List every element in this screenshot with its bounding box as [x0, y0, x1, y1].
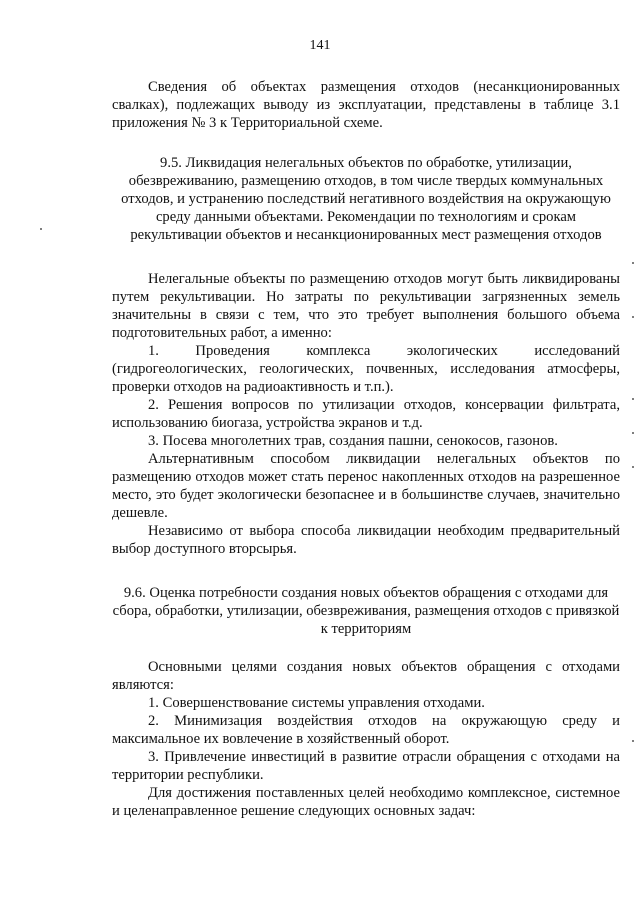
list-item-9-6-2: 2. Минимизация воздействия отходов на окружающую среду и максимальное их вовлечение в хозяйственный оборот.: [112, 713, 620, 747]
paragraph-9-5-1: Нелегальные объекты по размещению отходов могут быть ликвидированы путем рекультивации. Но затраты по рекультивации загрязненных земель значительны в связи с тем, что это требует выполнения большого объема подготовительных работ, а именно:: [112, 271, 620, 341]
paragraph-9-5-3: Независимо от выбора способа ликвидации необходим предварительный выбор доступного вторсырья.: [112, 523, 620, 557]
list-item-9-5-1: 1. Проведения комплекса экологических исследований (гидрогеологических, геологических, почвенных, исследования атмосферы, проверки отходов на радиоактивность и т.п.).: [112, 343, 620, 395]
paragraph-9-6-1: Основными целями создания новых объектов обращения с отходами являются:: [112, 659, 620, 693]
scan-speck: [40, 228, 42, 230]
scan-speck: [632, 398, 634, 400]
list-item-9-5-3: 3. Посева многолетних трав, создания пашни, сенокосов, газонов.: [148, 433, 558, 449]
section-9-6-heading: 9.6. Оценка потребности создания новых объектов обращения с отходами для сбора, обработки, утилизации, обезвреживания, размещения отходов с привязкой к территориям: [112, 585, 620, 637]
page-number: 141: [309, 38, 331, 53]
section-9-5-heading: 9.5. Ликвидация нелегальных объектов по обработке, утилизации, обезвреживанию, размещению отходов, в том числе твердых коммунальных отходов, и устранению последствий негативного воздействия на окружающую среду данными объектами. Рекомендации по технологиям и срокам рекультивации объектов и несанкционированных мест размещения отходов: [121, 155, 611, 243]
scan-speck: [632, 316, 634, 318]
intro-paragraph: Сведения об объектах размещения отходов (несанкционированных свалках), подлежащих выводу из эксплуатации, представлены в таблице 3.1 приложения № 3 к Территориальной схеме.: [112, 79, 620, 131]
list-item-9-6-3: 3. Привлечение инвестиций в развитие отрасли обращения с отходами на территории республики.: [112, 749, 620, 783]
scan-speck: [632, 432, 634, 434]
scan-speck: [632, 262, 634, 264]
scan-speck: [632, 466, 634, 468]
paragraph-9-5-2: Альтернативным способом ликвидации нелегальных объектов по размещению отходов может стать перенос накопленных отходов на разрешенное место, это будет экологически безопаснее и в большинстве случаев, значительно дешевле.: [112, 451, 620, 521]
paragraph-9-6-2: Для достижения поставленных целей необходимо комплексное, системное и целенаправленное решение следующих основных задач:: [112, 785, 620, 819]
scan-speck: [632, 740, 634, 742]
list-item-9-6-1: 1. Совершенствование системы управления отходами.: [148, 695, 485, 711]
list-item-9-5-2: 2. Решения вопросов по утилизации отходов, консервации фильтрата, использованию биогаза, устройства экранов и т.д.: [112, 397, 620, 431]
